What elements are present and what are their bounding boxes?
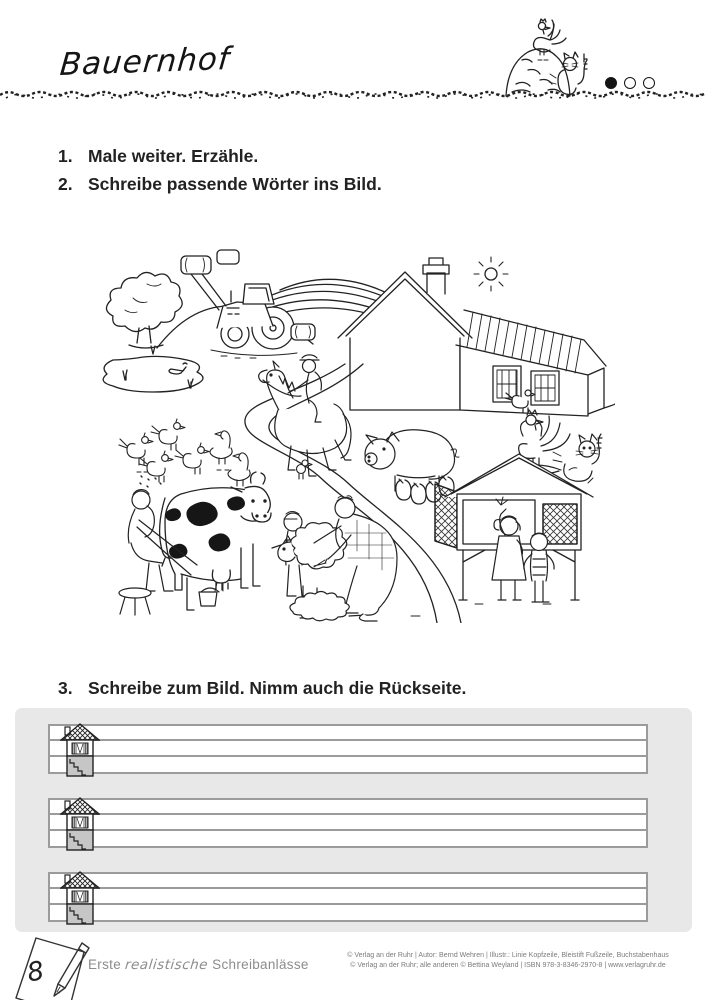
farm-scene-illustration — [95, 248, 615, 623]
task-3 — [58, 674, 466, 702]
task-2 — [58, 170, 382, 198]
wool-pile — [290, 592, 349, 621]
guide-line — [50, 887, 646, 889]
cat — [553, 434, 602, 483]
hay-bale — [291, 324, 315, 340]
ducks — [210, 431, 250, 486]
tree — [106, 272, 182, 348]
task-1-text: Male weiter. Erzähle. — [88, 146, 259, 166]
task-1-number: 1. — [58, 146, 73, 166]
copyright-line-2: © Verlag an der Ruhr; alle anderen © Bettina Weyland | ISBN 978-3-8346-2970-8 | www.verlagruhr.de — [350, 962, 666, 969]
series-title-part: Erste — [88, 957, 122, 972]
copyright-notice — [316, 951, 700, 971]
grass-divider — [0, 87, 707, 101]
writing-lines-3 — [48, 872, 648, 922]
guide-line — [50, 755, 646, 757]
page-title: Bauernhof — [58, 40, 232, 84]
guide-line — [50, 903, 646, 905]
writing-area — [15, 708, 692, 932]
farmhouse — [338, 258, 472, 410]
series-title — [88, 957, 309, 973]
task-1 — [58, 142, 258, 170]
task-2-text: Schreibe passende Wörter ins Bild. — [88, 174, 382, 194]
task-3-number: 3. — [58, 678, 73, 698]
page-number: 8 — [24, 956, 47, 989]
horse-with-rider — [259, 355, 351, 476]
letter-house-icon — [60, 871, 100, 929]
tractor — [181, 250, 315, 358]
writing-lines-1 — [48, 724, 648, 774]
sun — [474, 257, 508, 291]
copyright-line-1: © Verlag an der Ruhr | Autor: Bernd Wehren | Illustr.: Linie Kopfzeile, Bleistift Fußzeile, Buchstabenhaus — [347, 952, 669, 959]
task-3-text: Schreibe zum Bild. Nimm auch die Rückseite. — [88, 678, 467, 698]
series-title-part-script: realistische — [124, 957, 209, 973]
letter-house-icon — [60, 723, 100, 781]
barn-wing — [456, 310, 615, 416]
hens — [119, 419, 209, 487]
guide-line — [50, 829, 646, 831]
writing-lines-2 — [48, 798, 648, 848]
guide-line — [50, 813, 646, 815]
series-title-part: Schreibanlässe — [212, 957, 309, 972]
haystack-rooster-cat-icon — [498, 18, 602, 98]
page-number-pencil-icon — [8, 936, 100, 1000]
letter-house-icon — [60, 797, 100, 855]
guide-line — [50, 739, 646, 741]
task-2-number: 2. — [58, 174, 73, 194]
pond — [103, 346, 203, 392]
